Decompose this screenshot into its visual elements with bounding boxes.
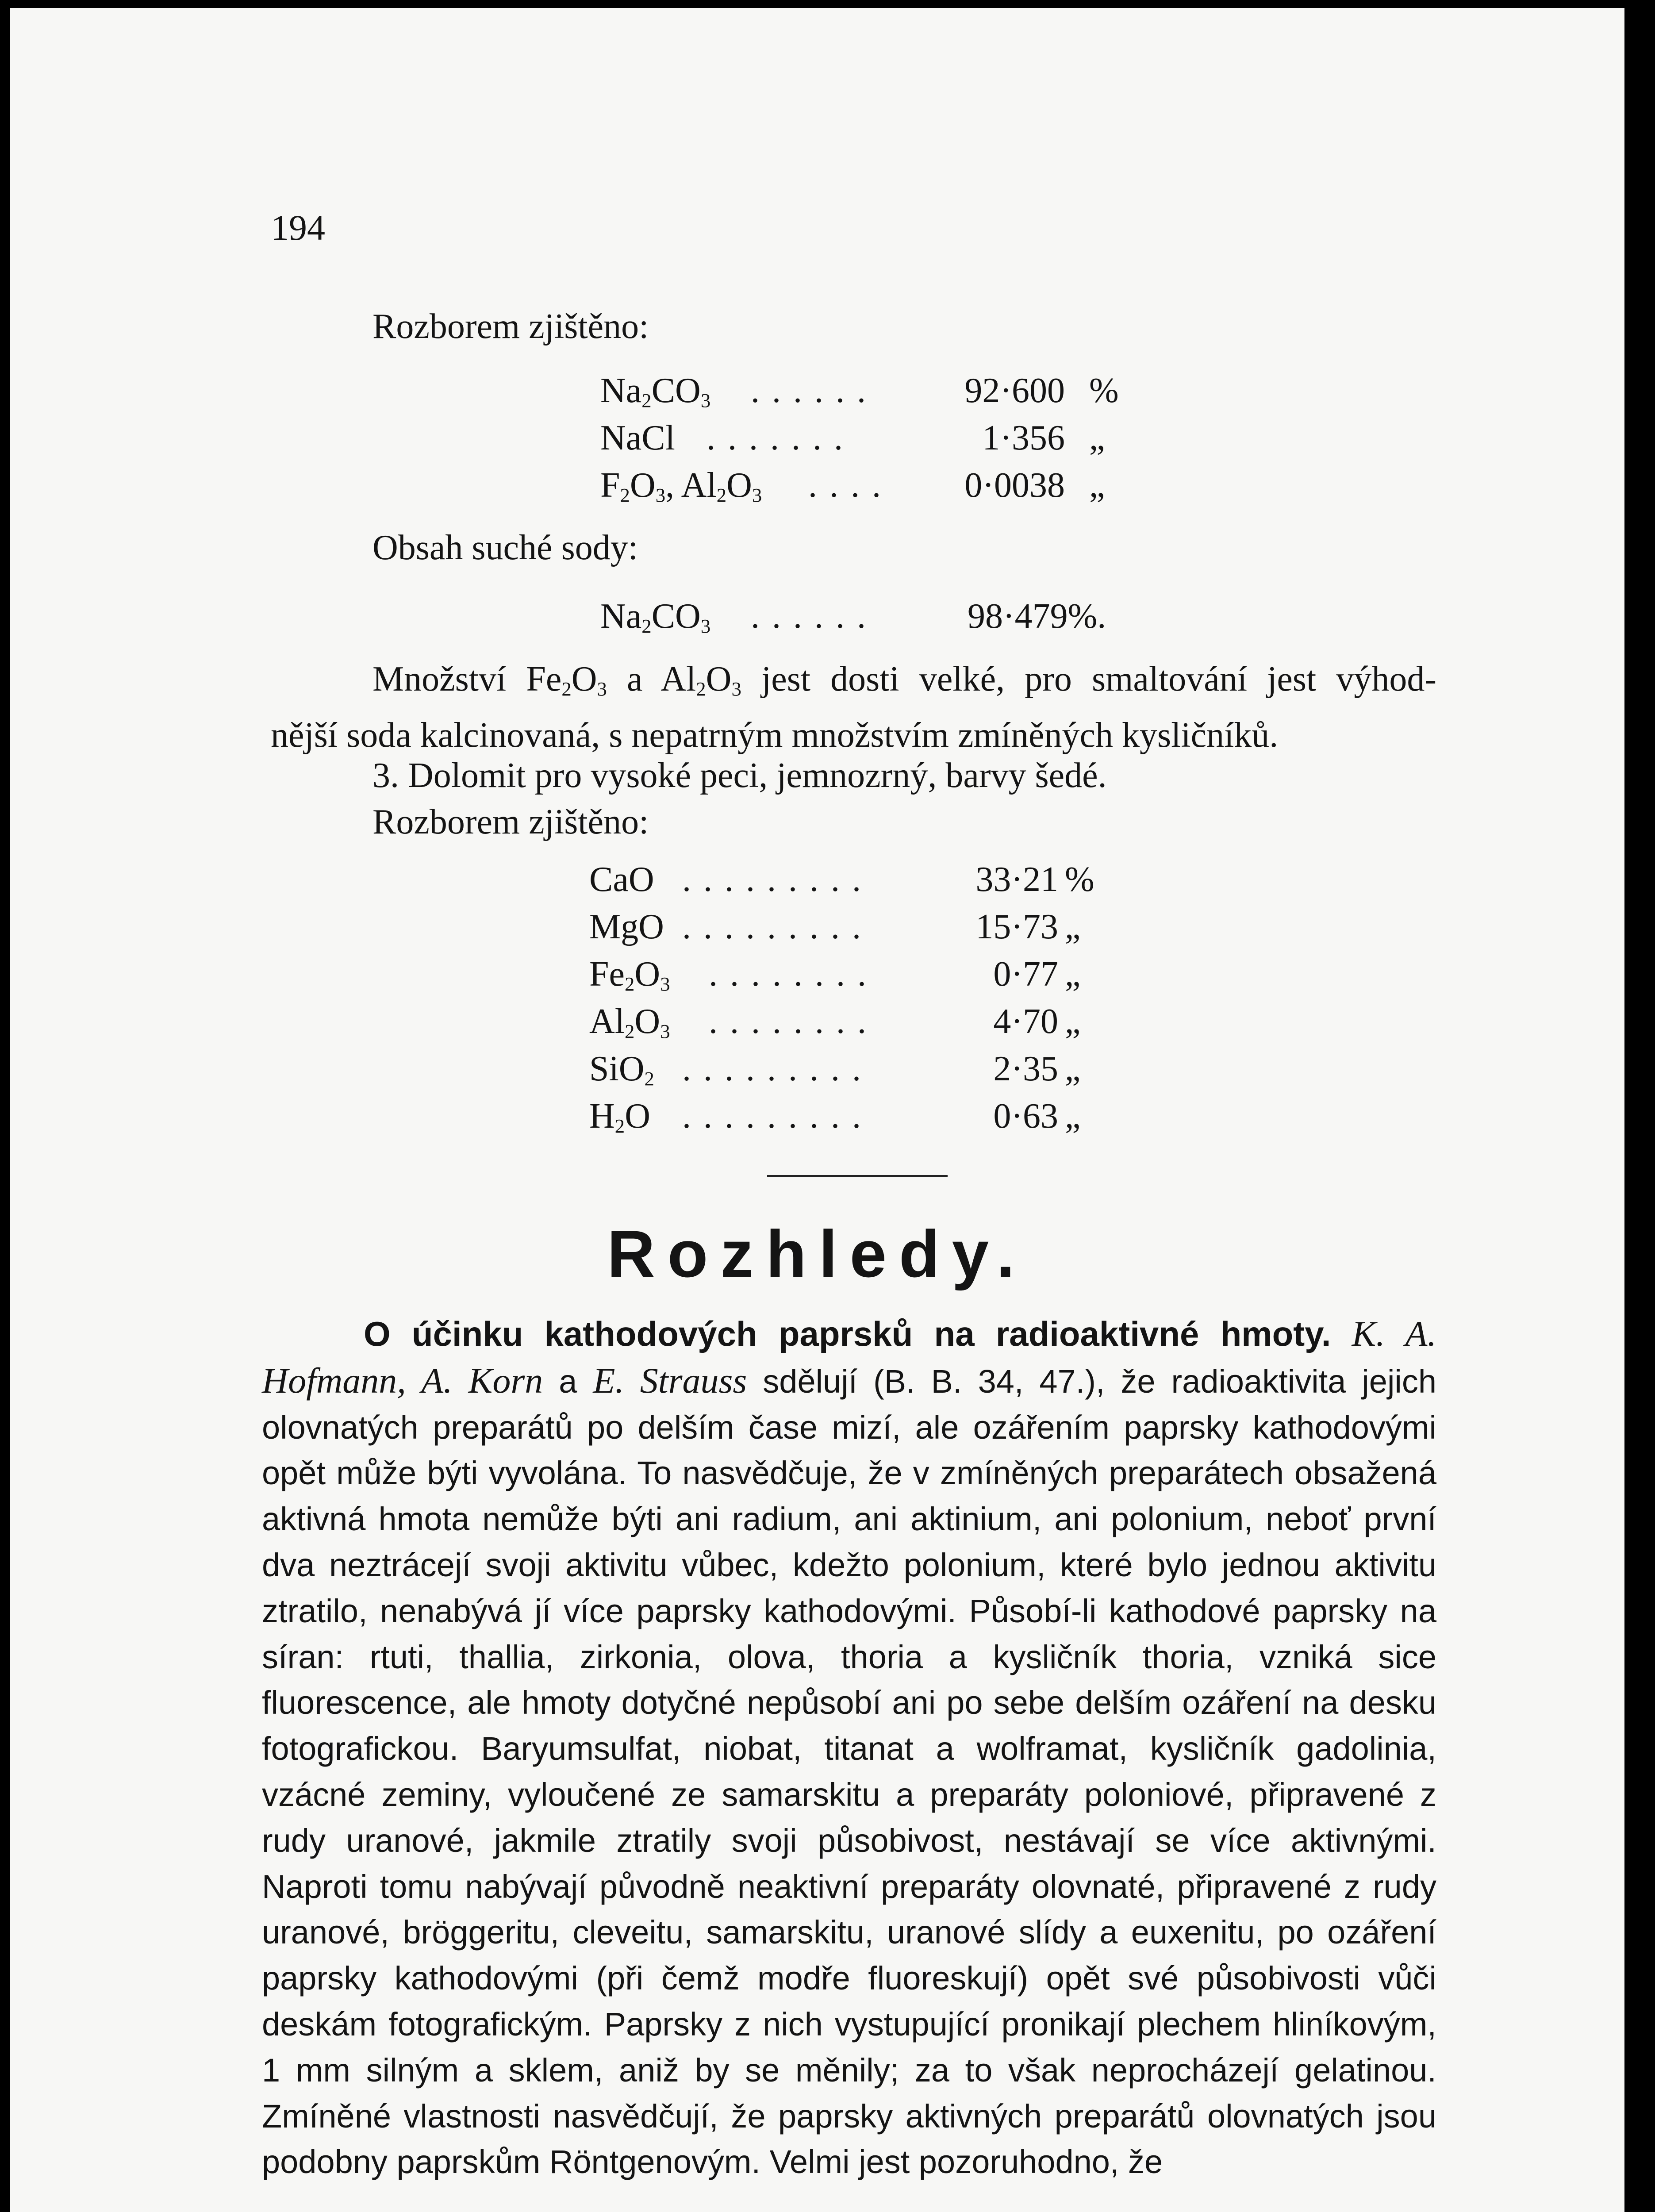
analysis-intro-1: Rozborem zjištěno: (372, 307, 649, 346)
value: 0·0038 (964, 466, 1065, 505)
formula: MgO (589, 907, 664, 946)
unit: „ (1089, 419, 1105, 457)
value: 0·63 (993, 1097, 1058, 1136)
unit: „ (1065, 955, 1081, 994)
value: 1·356 (982, 419, 1065, 457)
formula: SiO$_2$ (589, 1049, 654, 1090)
divider-rule (767, 1175, 948, 1177)
dry-soda-label: Obsah suché sody: (372, 528, 638, 567)
page-number: 194 (271, 207, 325, 248)
item-3-dolomit: 3. Dolomit pro vysoké peci, jemnozrný, barvy šedé. (372, 756, 1107, 795)
formula: $F_2O_3$, $Al_2O_3$ (600, 466, 762, 507)
article-title: O účinku kathodových paprsků na radioaktivné hmoty. (364, 1314, 1331, 1353)
formula: CaO (589, 860, 654, 899)
leader-dots: ...... (751, 371, 878, 410)
article-authors: K. A. Hofmann, A. Korn a E. Strauss (262, 1313, 1436, 1401)
leader-dots: .... (808, 466, 893, 505)
leader-dots: ....... (707, 419, 855, 457)
leader-dots: ........ (709, 955, 879, 994)
formula: $H_2O$ (589, 1097, 650, 1137)
value: 92·600 (964, 371, 1065, 410)
formula: $Na_2CO_3$ (600, 597, 711, 637)
unit: „ (1065, 1002, 1081, 1041)
leader-dots: ......... (682, 1049, 873, 1088)
analysis-intro-2: Rozborem zjištěno: (372, 803, 649, 841)
value: 4·70 (993, 1002, 1058, 1041)
formula: $Na_2CO_3$ (600, 371, 711, 412)
unit: % (1065, 860, 1094, 899)
value: 2·35 (993, 1049, 1058, 1088)
section-heading: Rozhledy. (607, 1217, 1027, 1291)
paragraph-soda-note (271, 656, 1436, 759)
leader-dots: ......... (682, 1097, 873, 1136)
formula: $Al_2O_3$ (589, 1002, 670, 1043)
page (10, 8, 1624, 2212)
article-body: sdělují (B. B. 34, 47.), že radioaktivita jejich olovnatých preparátů po delším čase mizí, ale ozářením paprsky kathodovými opět může býti vyvolána. To nasvědčuje, že v zmíněných preparátech obsažená aktivná hmota nemůže býti ani radium, ani aktinium, ani polonium, neboť první dva neztrácejí svoji aktivitu vůbec, kdežto polonium, které bylo jednou aktivitu ztratilo, nenabývá jí více paprsky kathodovými. Působí-li kathodové paprsky na síran: rtuti, thallia, zirkonia, olova, thoria a kysličník thoria, vzniká sice fluorescence, ale hmoty dotyčné nepůsobí ani po sebe delším ozáření na desku fotografickou. Baryumsulfat, niobat, titanat a wolframat, kysličník gadolinia, vzácné zeminy, vyloučené ze samarskitu a preparáty poloniové, připravené z rudy uranové, jakmile ztratily svoji působivost, nestávají se více aktivnými. Naproti tomu nabývají původně neaktivní preparáty olovnaté, připravené z rudy uranové, bröggeritu, cleveitu, samarskitu, uranové slídy a euxenitu, po ozáření paprsky kathodovými (při čemž modře fluoreskují) opět své působivosti vůči deskám fotografickým. Paprsky z nich vystupující pronikají plechem hliníkovým, 1 mm silným a sklem, aniž by se měnily; za to však neprocházejí gelatinou. Zmíněné vlastnosti nasvědčují, že paprsky aktivných preparátů olovnatých jsou podobny paprskům Röntgenovým. Velmi jest pozoruhodno, že (262, 1363, 1436, 2181)
value: 15·73 (975, 907, 1058, 946)
leader-dots: ...... (751, 597, 878, 636)
unit: „ (1065, 1097, 1081, 1136)
formula: $Fe_2O_3$ (589, 955, 670, 995)
value: 0·77 (993, 955, 1058, 994)
value: 98·479%. (968, 597, 1106, 636)
paragraph-line: Množství $Fe_2O_3$ a $Al_2O_3$ jest dosti velké, pro smaltování jest výhod- (372, 660, 1436, 700)
value: 33·21 (975, 860, 1058, 899)
article-review (262, 1311, 1436, 2185)
paragraph-line: nější soda kalcinovaná, s nepatrným množstvím zmíněných kysličníků. (271, 716, 1279, 755)
formula: NaCl (600, 419, 675, 457)
leader-dots: ......... (682, 860, 873, 899)
unit: „ (1089, 466, 1105, 505)
leader-dots: ........ (709, 1002, 879, 1041)
unit: „ (1065, 1049, 1081, 1088)
unit: % (1089, 371, 1119, 410)
leader-dots: ......... (682, 907, 873, 946)
unit: „ (1065, 907, 1081, 946)
